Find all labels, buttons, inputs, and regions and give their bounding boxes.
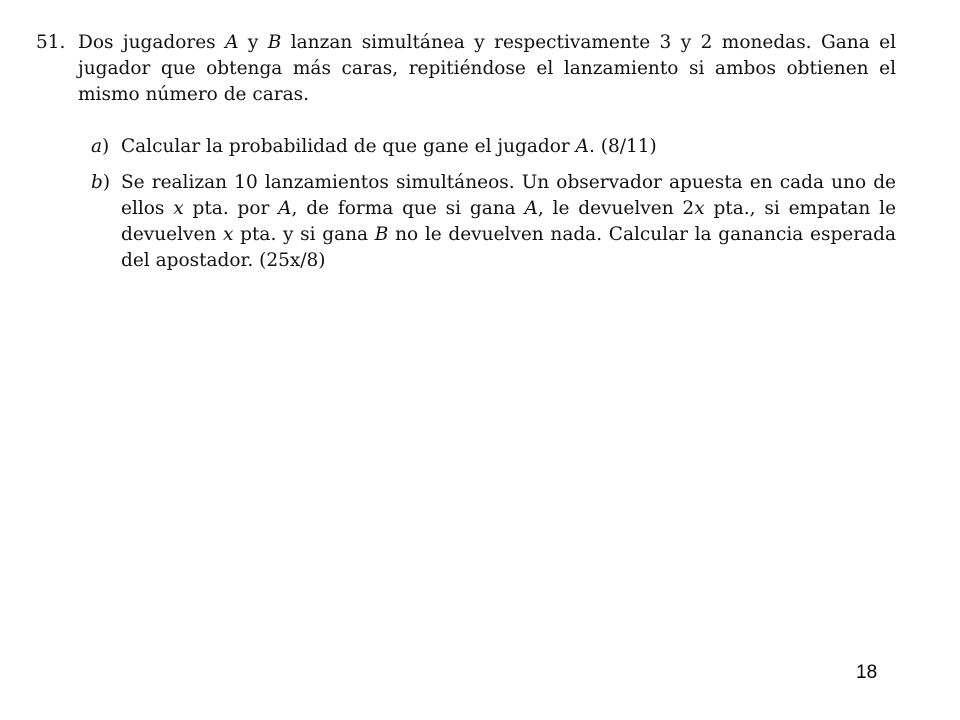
problem-number: 51.	[36, 32, 66, 53]
text-run: Se realizan 10 lanzamientos simultáneos. Un observador apuesta en cada uno de ellos	[121, 172, 896, 219]
math-symbol: A	[524, 198, 538, 219]
sub-item-text	[121, 170, 896, 274]
math-symbol: x	[694, 198, 705, 219]
problem-statement	[78, 30, 896, 108]
text-run: pta. y si gana	[233, 224, 375, 245]
text-run: no le devuelven nada. Calcular la ganancia esperada del apostador. (25x/8)	[121, 224, 896, 271]
math-symbol: A	[225, 32, 239, 53]
sub-item-letter: a	[91, 136, 103, 157]
math-symbol: B	[374, 224, 389, 245]
sub-item-label: a)	[91, 136, 110, 157]
text-run: pta. por	[183, 198, 279, 219]
sub-item-body	[121, 134, 896, 160]
math-symbol: A	[575, 136, 589, 157]
statement-text	[78, 30, 896, 108]
text-run: lanzan simultánea y respectivamente 3 y 2 monedas. Gana el jugador que obtenga más caras, repitiéndose el lanzamiento si ambos obtienen el mismo número de caras.	[78, 32, 896, 105]
text-run: . (8/11)	[588, 136, 657, 157]
text-run: Dos jugadores	[78, 32, 226, 53]
sub-item-label: b)	[91, 172, 111, 193]
text-run: y	[238, 32, 268, 53]
text-run: , de forma que si gana	[291, 198, 525, 219]
sub-item-letter: b	[91, 172, 103, 193]
math-symbol: A	[278, 198, 292, 219]
math-symbol: x	[223, 224, 234, 245]
text-run: Calcular la probabilidad de que gane el jugador	[121, 136, 576, 157]
math-symbol: x	[173, 198, 184, 219]
sub-item-text	[121, 134, 896, 160]
math-symbol: B	[267, 32, 282, 53]
sub-item-body	[121, 170, 896, 274]
text-run: , le devuelven 2	[537, 198, 695, 219]
page-number: 18	[856, 662, 878, 683]
text-run: pta., si empatan le devuelven	[121, 198, 897, 245]
